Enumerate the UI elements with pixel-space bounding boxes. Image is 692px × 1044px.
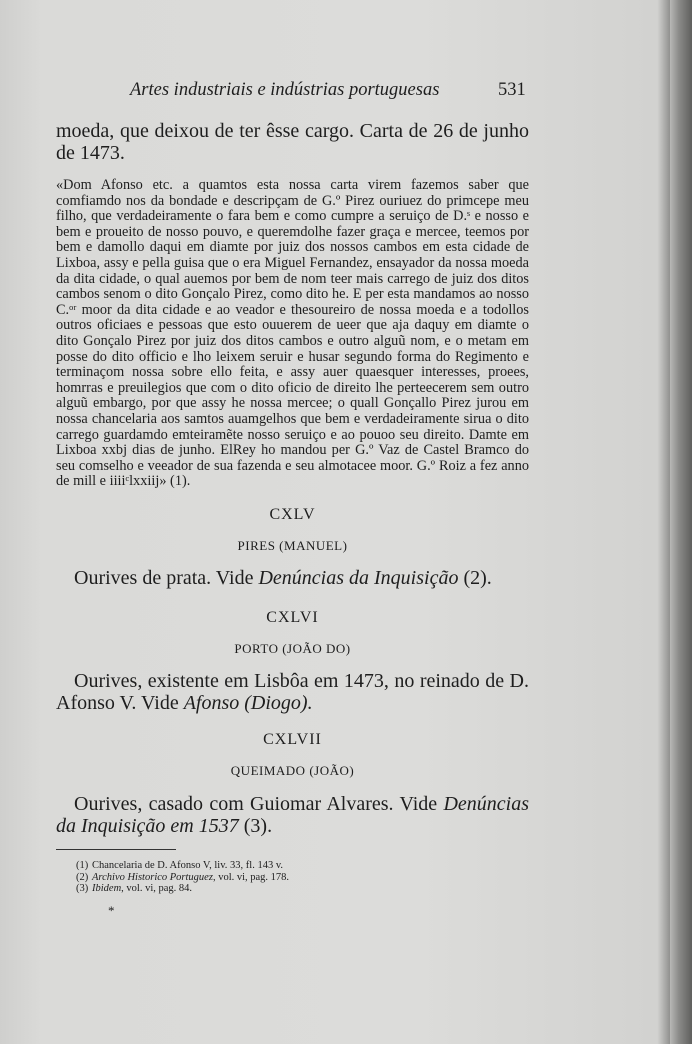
entry-text <box>56 793 529 837</box>
entry-name: QUEIMADO (JOÃO) <box>230 763 355 778</box>
footnote-ref: (1) <box>76 860 89 871</box>
entry-number: CXLVII <box>263 731 322 748</box>
footnote-italic: Archivo Historico Portuguez <box>92 871 213 883</box>
entry-text-tail: (3). <box>238 815 273 837</box>
footnote-text: , vol. vi, pag. 84. <box>121 883 193 894</box>
entry-number: CXLVI <box>266 609 319 626</box>
entry-text <box>56 670 529 714</box>
footnote <box>76 860 456 872</box>
entry-text-plain: Ourives, casado com Guiomar Alvares. Vide <box>74 793 444 815</box>
footnote-text: , vol. vi, pag. 178. <box>212 871 290 883</box>
footnote-italic: Ibidem <box>92 883 122 894</box>
footnote-ref: (2) <box>76 871 89 883</box>
footnote <box>76 883 456 895</box>
entry-text-tail: (2). <box>458 567 492 589</box>
page-number: 531 <box>498 80 526 100</box>
footnote-ref: (3) <box>76 883 89 894</box>
intro-paragraph: moeda, que deixou de ter êsse cargo. Carta de 26 de junho de 1473. <box>56 120 529 164</box>
footnotes <box>76 860 456 895</box>
footnote-text: Chancelaria de D. Afonso V, liv. 33, fl. 143 v. <box>92 860 284 871</box>
entry-text-italic: Afonso (Diogo). <box>183 692 313 714</box>
page-edge-shadow <box>670 0 692 1044</box>
star-mark: * <box>108 903 115 918</box>
entry-name: PORTO (JOÃO DO) <box>234 641 351 656</box>
entry-text-plain: Ourives de prata. Vide <box>74 567 259 589</box>
entry-text-italic: Denúncias da Inquisição em 1537 <box>56 793 529 837</box>
entry-number: CXLV <box>269 506 316 523</box>
footnote-rule <box>56 849 176 850</box>
entry-text-plain: Ourives, existente em Lisbôa em 1473, no reinado de D. Afonso V. Vide <box>56 670 529 714</box>
running-title: Artes industriais e indústrias portuguesas <box>130 80 440 100</box>
footnote <box>76 872 456 884</box>
entry-text <box>56 567 529 589</box>
entry-name: PIRES (MANUEL) <box>237 538 348 553</box>
entry-text-italic: Denúncias da Inquisição <box>258 567 459 589</box>
quoted-charter: «Dom Afonso etc. a quamtos esta nossa carta virem fazemos saber que comfiamdo nos da bondade e descripçam de G.º Pirez ouriuez do primcepe meu filho, que verdadeiramente o fara bem e como cumpre a seruiço de D.ˢ e nosso e bem e proueito de nosso pouvo, e queremdolhe fazer graça e mercee, teemos por bem e damollo daqui em diamte por juiz dos nossos cambos em esta cidade de Lixboa, assy e pella guisa que o era Miguel Fernandez, ensayador da nossa moeda da dita cidade, o qual auemos por bem de nom teer mais carrego de juiz dos ditos cambos senom o dito Gonçalo Pirez, como dito he. E per esta mandamos ao nosso C.ᵒʳ moor da dita cidade e ao veador e thesoureiro de nossa moeda e a todollos outros oficiaes e pessoas que esto ouuerem de ueer que aja daquy em diamte o dito Gonçalo Pirez por juiz dos ditos cambos e outro alguũ nom, e o metam em posse do dito officio e lho leixem seruir e husar segundo forma do Regimento e terminaçom nossa sobre ello feita, e assy auer quaesquer interesses, proees, homrras e preuilegios que com o dito oficio de direito lhe perteecerem sem outro alguũ embargo, por que assy he nossa mercee; o quall Gonçallo Pirez jurou em nossa chancelaria aos samtos auamgelhos que bem e verdadeiramente sirua o dito carrego guardamdo emteiramẽte nosso seruiço e ao pouoo seu direito. Damte em Lixboa xxbj dias de junho. ElRey ho mandou per G.º Vaz de Castel Bramco do seu comselho e veeador de sua fazenda e seu almotacee moor. G.º Roiz a fez anno de mill e iiiiᶜlxxiij» (1). <box>56 177 529 490</box>
